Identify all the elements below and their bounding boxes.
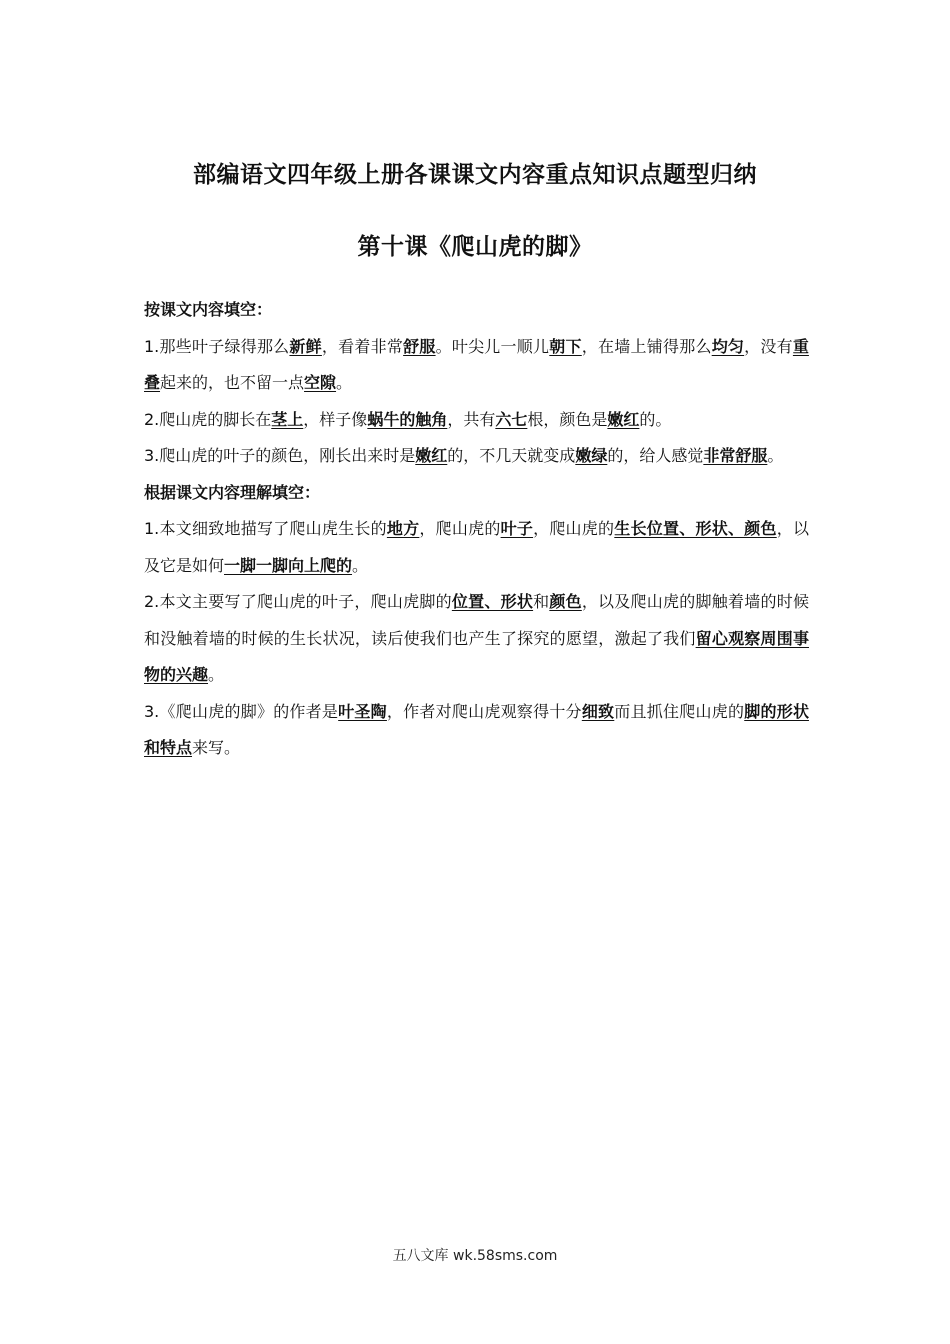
answer-text: 位置、形状 (451, 592, 534, 611)
answer-text: 嫩红 (607, 409, 640, 429)
answer-text: 非常舒服 (703, 446, 768, 465)
answer-text: 嫩红 (415, 446, 448, 465)
document-body (144, 292, 809, 767)
question-text: 的，给人感觉 (607, 446, 704, 465)
question-text: ，作者对爬山虎观察得十分 (386, 701, 582, 721)
answer-text: 蜗牛的触角 (367, 409, 448, 429)
answer-text: 细致 (581, 701, 615, 721)
question-text: 来写。 (192, 738, 241, 757)
answer-text: 颜色 (549, 592, 582, 611)
question-text: 而且抓住爬山虎的 (614, 701, 745, 721)
section-understanding-items (144, 511, 809, 767)
document-title: 部编语文四年级上册各课课文内容重点知识点题型归纳 (193, 162, 757, 188)
question-text: 。 (208, 665, 225, 684)
question-text: ，以及爬山虎的脚触着墙的时候和没触着墙的时候的生长状况，读后使我们也产生了探究的愿望，激起了我们 (144, 592, 809, 648)
question-item (144, 329, 809, 402)
question-text: ，以及它是如何 (144, 519, 809, 575)
answer-text: 重叠 (144, 336, 809, 392)
question-text: 3.爬山虎的叶子的颜色，刚长出来时是 (144, 446, 416, 465)
question-text: 起来的，也不留一点 (160, 373, 305, 392)
answer-text: 生长位置、形状、颜色 (614, 519, 777, 538)
lesson-title: 第十课《爬山虎的脚》 (357, 234, 593, 260)
answer-text: 空隙 (304, 373, 337, 392)
answer-text: 均匀 (711, 336, 745, 356)
section-fill-items (144, 329, 809, 475)
question-text: ，没有 (744, 336, 793, 356)
answer-text: 舒服 (403, 336, 436, 356)
answer-text: 脚的形状和特点 (144, 701, 809, 757)
question-text: 和 (533, 592, 550, 611)
question-text: 2.爬山虎的脚长在 (144, 409, 272, 429)
question-text: 。 (767, 446, 784, 465)
answer-text: 叶子 (500, 519, 534, 538)
question-text: 2.本文主要写了爬山虎的叶子，爬山虎脚的 (144, 592, 452, 611)
section-heading-understanding: 根据课文内容理解填空： (144, 482, 321, 502)
question-item (144, 438, 809, 475)
question-text: ，共有 (447, 409, 496, 429)
answer-text: 留心观察周围事物的兴趣 (144, 628, 809, 684)
question-text: 。 (352, 555, 369, 575)
answer-text: 嫩绿 (575, 446, 608, 465)
question-text: 。叶尖儿一顺儿 (435, 336, 550, 356)
question-text: ，爬山虎的 (419, 519, 501, 538)
question-text: ，看着非常 (321, 336, 404, 356)
question-text: ，爬山虎的 (533, 519, 615, 538)
answer-text: 一脚一脚向上爬的 (224, 555, 353, 575)
footer-watermark: 五八文库 wk.58sms.com (392, 1248, 558, 1264)
question-item (144, 694, 809, 767)
question-text: 1.那些叶子绿得那么 (144, 336, 290, 356)
question-text: 3.《爬山虎的脚》的作者是 (144, 701, 339, 721)
question-text: 1.本文细致地描写了爬山虎生长的 (144, 519, 387, 538)
answer-text: 新鲜 (289, 336, 322, 356)
question-item (144, 584, 809, 694)
answer-text: 茎上 (271, 409, 304, 429)
question-text: 的。 (639, 409, 672, 429)
question-item (144, 402, 809, 439)
answer-text: 叶圣陶 (338, 701, 387, 721)
answer-text: 六七 (495, 409, 528, 429)
question-text: 。 (336, 373, 353, 392)
question-text: 的，不几天就变成 (447, 446, 576, 465)
section-heading-fill: 按课文内容填空： (144, 300, 273, 319)
answer-text: 朝下 (549, 336, 582, 356)
question-text: 根，颜色是 (527, 409, 608, 429)
answer-text: 地方 (386, 519, 420, 538)
question-item (144, 511, 809, 584)
question-text: ，在墙上铺得那么 (581, 336, 712, 356)
question-text: ，样子像 (303, 409, 368, 429)
